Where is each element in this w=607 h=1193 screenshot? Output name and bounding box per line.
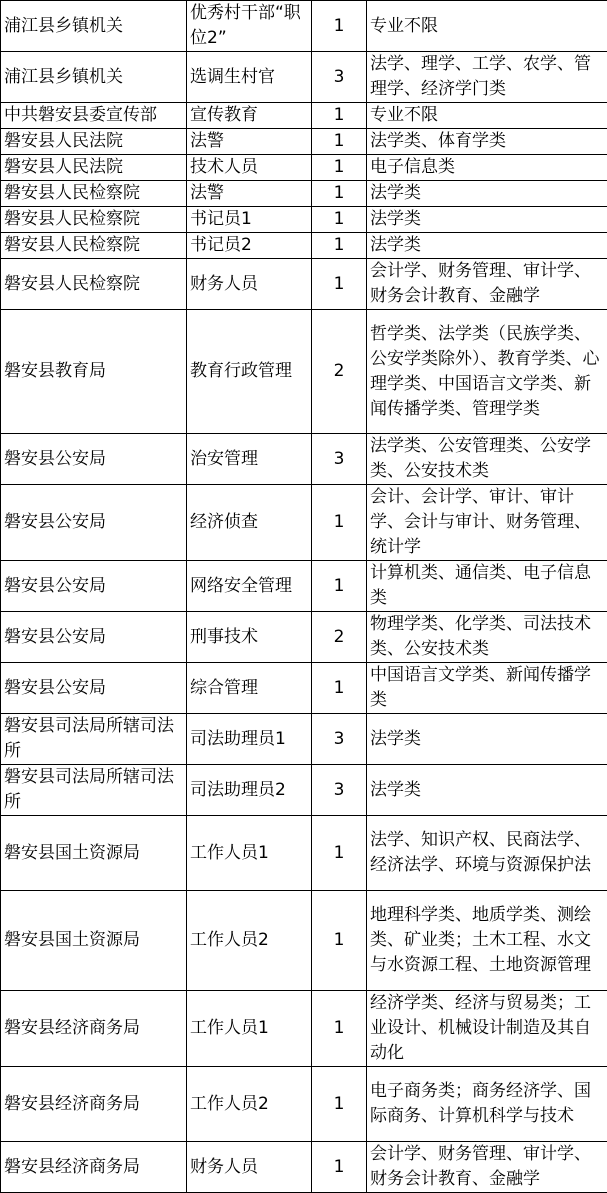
unit-cell: 磐安县人民检察院 (1, 181, 187, 207)
table-row (1, 434, 607, 485)
position-cell: 教育行政管理 (187, 310, 312, 434)
count-cell: 1 (312, 816, 367, 891)
unit-cell: 磐安县司法局所辖司法所 (1, 765, 187, 816)
count-cell: 1 (312, 259, 367, 310)
table-row (1, 991, 607, 1067)
count-cell: 2 (312, 310, 367, 434)
major-cell: 专业不限 (367, 1, 607, 52)
position-cell: 书记员2 (187, 233, 312, 259)
count-cell: 3 (312, 434, 367, 485)
table-row (1, 1142, 607, 1193)
position-cell: 法警 (187, 181, 312, 207)
table-row (1, 259, 607, 310)
position-cell: 司法助理员1 (187, 714, 312, 765)
position-cell: 司法助理员2 (187, 765, 312, 816)
count-cell: 1 (312, 485, 367, 561)
major-cell: 地理科学类、地质学类、测绘类、矿业类；土木工程、水文与水资源工程、土地资源管理 (367, 891, 607, 991)
unit-cell: 磐安县公安局 (1, 434, 187, 485)
table-row (1, 1, 607, 52)
major-cell: 会计、会计学、审计、审计学、会计与审计、财务管理、统计学 (367, 485, 607, 561)
position-cell: 宣传教育 (187, 103, 312, 129)
unit-cell: 磐安县公安局 (1, 485, 187, 561)
position-cell: 经济侦查 (187, 485, 312, 561)
position-cell: 财务人员 (187, 1142, 312, 1193)
major-cell: 物理学类、化学类、司法技术类、公安技术类 (367, 612, 607, 663)
position-cell: 优秀村干部“职位2” (187, 1, 312, 52)
major-cell: 法学类、体育学类 (367, 129, 607, 155)
major-cell: 会计学、财务管理、审计学、财务会计教育、金融学 (367, 1142, 607, 1193)
unit-cell: 磐安县人民法院 (1, 155, 187, 181)
table-row (1, 52, 607, 103)
table-row (1, 207, 607, 233)
count-cell: 1 (312, 1067, 367, 1142)
table-row (1, 891, 607, 991)
position-cell: 法警 (187, 129, 312, 155)
table-row (1, 714, 607, 765)
position-cell: 刑事技术 (187, 612, 312, 663)
count-cell: 3 (312, 52, 367, 103)
unit-cell: 磐安县经济商务局 (1, 991, 187, 1067)
major-cell: 法学类 (367, 765, 607, 816)
major-cell: 专业不限 (367, 103, 607, 129)
table-row (1, 561, 607, 612)
table-row (1, 663, 607, 714)
unit-cell: 磐安县国土资源局 (1, 816, 187, 891)
count-cell: 1 (312, 207, 367, 233)
count-cell: 1 (312, 103, 367, 129)
unit-cell: 磐安县人民检察院 (1, 207, 187, 233)
table-row (1, 816, 607, 891)
major-cell: 经济学类、经济与贸易类；工业设计、机械设计制造及其自动化 (367, 991, 607, 1067)
unit-cell: 浦江县乡镇机关 (1, 52, 187, 103)
count-cell: 1 (312, 1142, 367, 1193)
count-cell: 3 (312, 765, 367, 816)
major-cell: 哲学类、法学类（民族学类、公安学类除外）、教育学类、心理学类、中国语言文学类、新闻传播学类、管理学类 (367, 310, 607, 434)
count-cell: 1 (312, 155, 367, 181)
table-row (1, 233, 607, 259)
position-cell: 书记员1 (187, 207, 312, 233)
table-row (1, 612, 607, 663)
major-cell: 法学类 (367, 233, 607, 259)
count-cell: 3 (312, 714, 367, 765)
table-row (1, 103, 607, 129)
position-cell: 治安管理 (187, 434, 312, 485)
major-cell: 中国语言文学类、新闻传播学类 (367, 663, 607, 714)
major-cell: 法学类 (367, 207, 607, 233)
unit-cell: 磐安县经济商务局 (1, 1067, 187, 1142)
unit-cell: 磐安县人民法院 (1, 129, 187, 155)
count-cell: 1 (312, 663, 367, 714)
position-cell: 财务人员 (187, 259, 312, 310)
count-cell: 1 (312, 233, 367, 259)
major-cell: 法学、知识产权、民商法学、经济法学、环境与资源保护法 (367, 816, 607, 891)
unit-cell: 磐安县人民检察院 (1, 233, 187, 259)
major-cell: 法学、理学、工学、农学、管理学、经济学门类 (367, 52, 607, 103)
unit-cell: 磐安县公安局 (1, 561, 187, 612)
table-row (1, 155, 607, 181)
count-cell: 1 (312, 1, 367, 52)
position-cell: 技术人员 (187, 155, 312, 181)
position-cell: 选调生村官 (187, 52, 312, 103)
table-row (1, 1067, 607, 1142)
count-cell: 2 (312, 612, 367, 663)
position-cell: 工作人员2 (187, 1067, 312, 1142)
unit-cell: 磐安县公安局 (1, 663, 187, 714)
major-cell: 电子信息类 (367, 155, 607, 181)
unit-cell: 磐安县司法局所辖司法所 (1, 714, 187, 765)
unit-cell: 浦江县乡镇机关 (1, 1, 187, 52)
position-cell: 工作人员2 (187, 891, 312, 991)
table-row (1, 129, 607, 155)
major-cell: 法学类 (367, 181, 607, 207)
table-row (1, 485, 607, 561)
position-cell: 工作人员1 (187, 991, 312, 1067)
position-cell: 综合管理 (187, 663, 312, 714)
unit-cell: 磐安县国土资源局 (1, 891, 187, 991)
position-cell: 工作人员1 (187, 816, 312, 891)
major-cell: 法学类 (367, 714, 607, 765)
count-cell: 1 (312, 991, 367, 1067)
table-row (1, 310, 607, 434)
major-cell: 会计学、财务管理、审计学、财务会计教育、金融学 (367, 259, 607, 310)
count-cell: 1 (312, 129, 367, 155)
unit-cell: 中共磐安县委宣传部 (1, 103, 187, 129)
major-cell: 法学类、公安管理类、公安学类、公安技术类 (367, 434, 607, 485)
unit-cell: 磐安县经济商务局 (1, 1142, 187, 1193)
table-row (1, 181, 607, 207)
unit-cell: 磐安县教育局 (1, 310, 187, 434)
count-cell: 1 (312, 181, 367, 207)
count-cell: 1 (312, 891, 367, 991)
major-cell: 电子商务类；商务经济学、国际商务、计算机科学与技术 (367, 1067, 607, 1142)
unit-cell: 磐安县人民检察院 (1, 259, 187, 310)
unit-cell: 磐安县公安局 (1, 612, 187, 663)
major-cell: 计算机类、通信类、电子信息类 (367, 561, 607, 612)
table-row (1, 765, 607, 816)
count-cell: 1 (312, 561, 367, 612)
position-cell: 网络安全管理 (187, 561, 312, 612)
